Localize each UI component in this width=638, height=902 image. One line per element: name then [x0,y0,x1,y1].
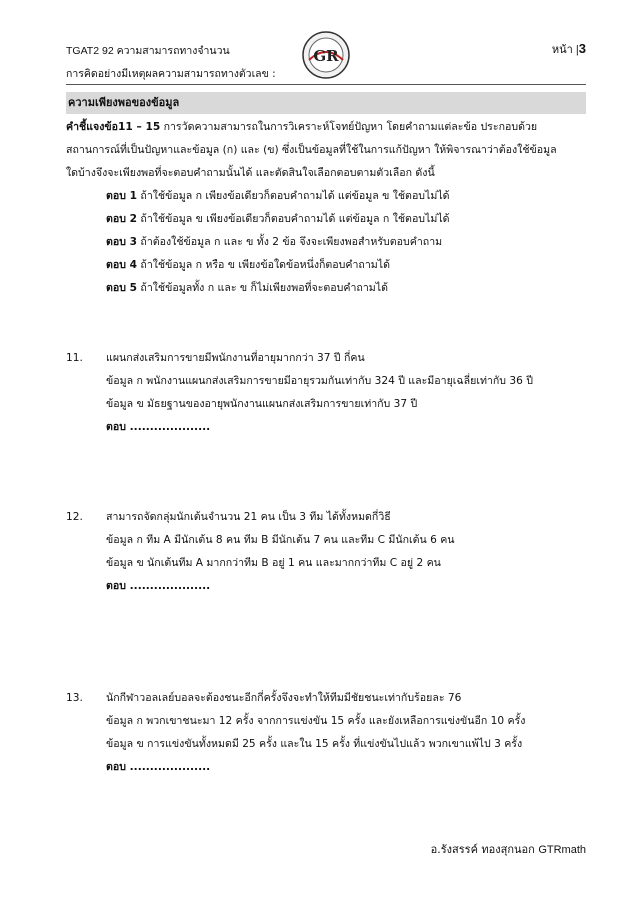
option-label: ตอบ 4 [106,259,138,271]
page-number-value: 3 [578,41,586,56]
page-footer [431,840,586,858]
section-title: ความเพียงพอของข้อมูล [66,92,586,114]
option-4 [66,254,586,277]
answer-blank[interactable]: ตอบ .................... [106,421,211,433]
page-header [66,40,276,86]
footer-brand: GTRmath [538,844,586,856]
option-5 [66,277,586,300]
page-number [552,40,586,58]
question-stem: นักกีฬาวอลเลย์บอลจะต้องชนะอีกกี่ครั้งจึงจะทำให้ทีมมีชัยชนะเท่ากับร้อยละ 76 [106,692,462,704]
option-text: ถ้าใช้ข้อมูล ข เพียงข้อเดียวก็ตอบคำถามได้ แต่ข้อมูล ก ใช้ตอบไม่ได้ [137,213,450,225]
header-divider [66,84,586,85]
data-b: ข้อมูล ข การแข่งขันทั้งหมดมี 25 ครั้ง และใน 15 ครั้ง ที่แข่งขันไปแล้ว พวกเขาแพ้ไป 3 ครั้ง [106,738,523,750]
option-label: ตอบ 3 [106,236,138,248]
header-topic: การคิดอย่างมีเหตุผลความสามารถทางตัวเลข : [66,68,276,80]
option-label: ตอบ 2 [106,213,138,225]
answer-blank[interactable]: ตอบ .................... [106,761,211,773]
instruction-section [66,92,586,300]
svg-text:GR: GR [313,47,339,65]
option-label: ตอบ 1 [106,190,138,202]
option-2 [66,208,586,231]
instruction-line-3: ใดบ้างจึงจะเพียงพอที่จะตอบคำถามนั้นได้ และตัดสินใจเลือกตอบตามตัวเลือก ดังนี้ [66,167,435,179]
data-b: ข้อมูล ข มัธยฐานของอายุพนักงานแผนกส่งเสริมการขายเท่ากับ 37 ปี [106,398,418,410]
data-a: ข้อมูล ก ทีม A มีนักเต้น 8 คน ทีม B มีนักเต้น 7 คน และทีม C มีนักเต้น 6 คน [106,534,455,546]
option-text: ถ้าใช้ข้อมูล ก หรือ ข เพียงข้อใดข้อหนึ่งก็ตอบคำถามได้ [137,259,390,271]
question-number: 11. [66,352,83,364]
data-b: ข้อมูล ข นักเต้นทีม A มากกว่าทีม B อยู่ 1 คน และมากกว่าทีม C อยู่ 2 คน [106,557,441,569]
option-text: ถ้าใช้ข้อมูลทั้ง ก และ ข ก็ไม่เพียงพอที่จะตอบคำถามได้ [137,282,388,294]
option-text: ถ้าต้องใช้ข้อมูล ก และ ข ทั้ง 2 ข้อ จึงจะเพียงพอสำหรับตอบคำถาม [137,236,443,248]
question-number: 13. [66,692,83,704]
question-12 [66,506,586,598]
question-13 [66,687,586,779]
question-number: 12. [66,511,83,523]
question-stem: สามารถจัดกลุ่มนักเต้นจำนวน 21 คน เป็น 3 ทีม ได้ทั้งหมดกี่วิธี [106,511,391,523]
instruction-line-2: สถานการณ์ที่เป็นปัญหาและข้อมูล (ก) และ (ข) ซึ่งเป็นข้อมูลที่ใช้ในการแก้ปัญหา ให้พิจารณาว่าต้องใช้ข้อมูล [66,144,557,156]
header-subject: TGAT2 92 ความสามารถทางจำนวน [66,45,230,57]
instruction-text [66,116,586,139]
gtr-logo-icon [301,30,351,80]
option-3 [66,231,586,254]
option-text: ถ้าใช้ข้อมูล ก เพียงข้อเดียวก็ตอบคำถามได้ แต่ข้อมูล ข ใช้ตอบไม่ได้ [137,190,450,202]
option-1 [66,185,586,208]
question-stem: แผนกส่งเสริมการขายมีพนักงานที่อายุมากกว่า 37 ปี กี่คน [106,352,365,364]
option-label: ตอบ 5 [106,282,138,294]
question-11 [66,347,586,439]
footer-author: อ.รังสรรค์ ทองสุกนอก [430,843,535,856]
instruction-label: คำชี้แจงข้อ11 – 15 [66,121,161,133]
page-label: หน้า | [551,44,579,56]
instruction-line-1: การวัดความสามารถในการวิเคราะห์โจทย์ปัญหา โดยคำถามแต่ละข้อ ประกอบด้วย [160,121,538,133]
data-a: ข้อมูล ก พวกเขาชนะมา 12 ครั้ง จากการแข่งขัน 15 ครั้ง และยังเหลือการแข่งขันอีก 10 ครั้ง [106,715,526,727]
answer-blank[interactable]: ตอบ .................... [106,580,211,592]
data-a: ข้อมูล ก พนักงานแผนกส่งเสริมการขายมีอายุรวมกันเท่ากับ 324 ปี และมีอายุเฉลี่ยเท่ากับ 36 ปี [106,375,533,387]
